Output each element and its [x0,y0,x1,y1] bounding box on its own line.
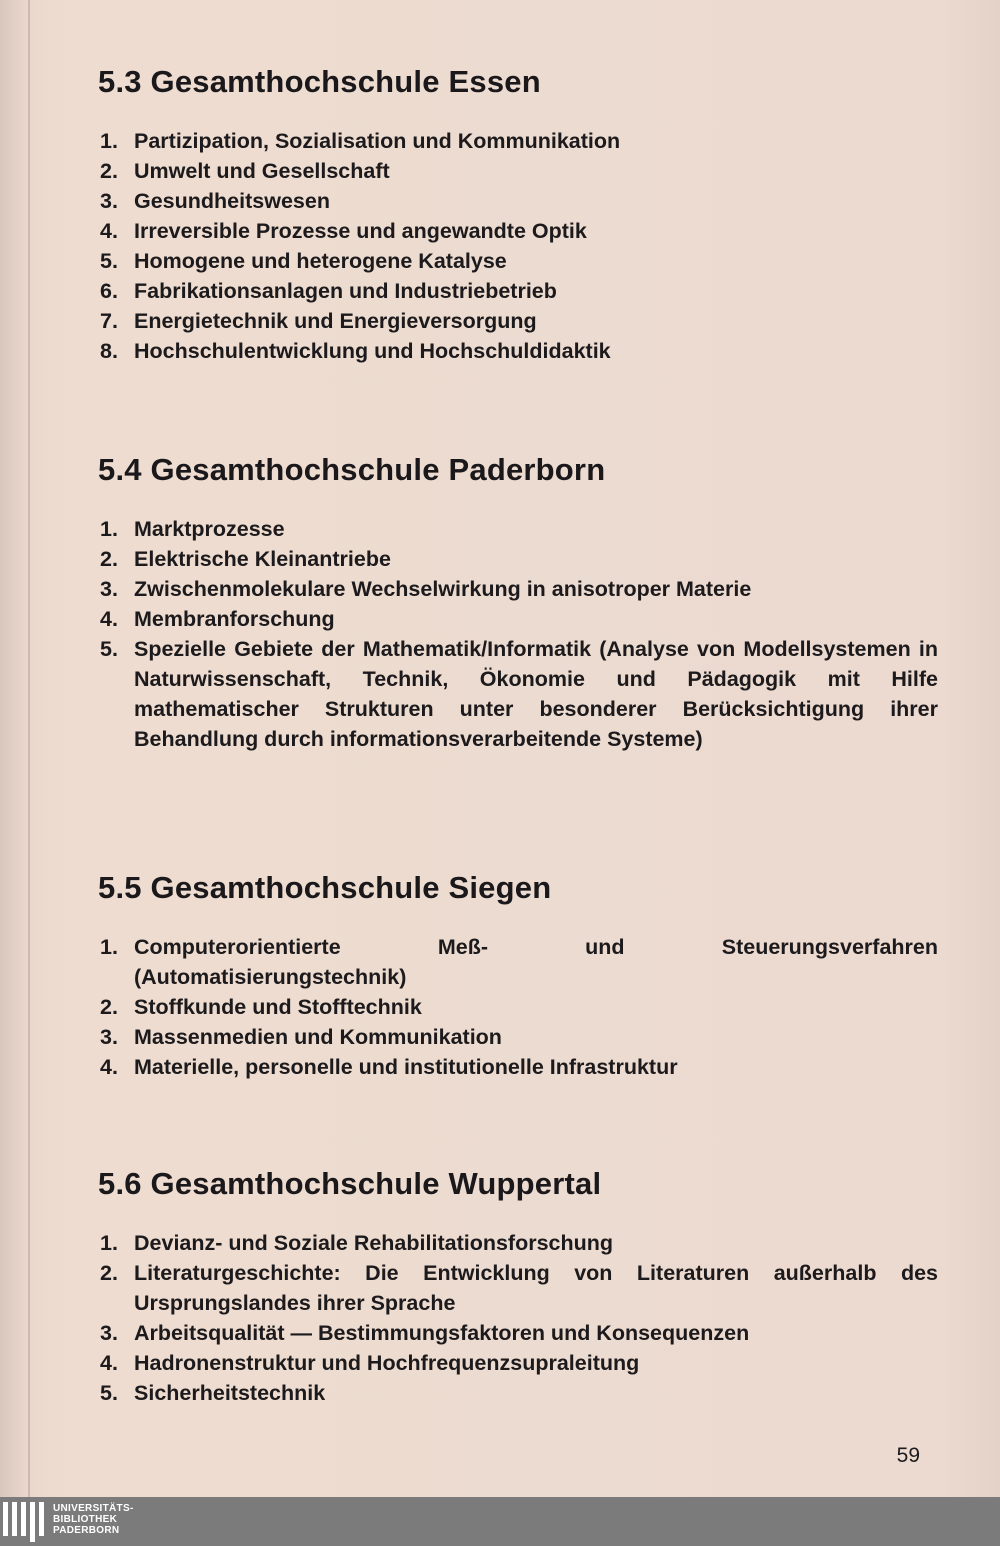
list-item [98,1258,938,1318]
list-item-text: Literaturgeschichte: Die Entwicklung von Literaturen außerhalb des Ursprungslandes ihrer Sprache [134,1261,938,1315]
page-gutter [28,0,30,1497]
list-item-number: 3. [100,577,118,601]
list-item-text: Computerorientierte Meß- und Steuerungsverfahren (Automatisierungstechnik) [134,935,938,989]
list-item-number: 5. [100,637,118,661]
section-heading: 5.4 Gesamthochschule Paderborn [98,452,606,487]
list-item-number: 4. [100,219,118,243]
list-item-number: 1. [100,517,118,541]
list-item-number: 1. [100,935,118,959]
list-item [98,1348,938,1378]
list-item [98,1378,938,1408]
list-item [98,216,938,246]
list-item-text: Irreversible Prozesse und angewandte Optik [134,219,587,243]
list-item [98,246,938,276]
list-item-number: 3. [100,1321,118,1345]
library-barcode-icon [3,1502,47,1542]
list-item [98,1052,938,1082]
list-item-text: Partizipation, Sozialisation und Kommunikation [134,129,621,153]
list-item-number: 6. [100,279,118,303]
section-heading: 5.5 Gesamthochschule Siegen [98,870,552,905]
list-item [98,574,938,604]
list-item-text: Stoffkunde und Stofftechnik [134,995,422,1019]
list-item-text: Zwischenmolekulare Wechselwirkung in anisotroper Materie [134,577,752,601]
list-item-text: Materielle, personelle und institutionelle Infrastruktur [134,1055,678,1079]
list-item [98,186,938,216]
list-item-text: Devianz- und Soziale Rehabilitationsforschung [134,1231,614,1255]
list-item-number: 4. [100,607,118,631]
list-item-number: 2. [100,547,118,571]
list-item-text: Hadronenstruktur und Hochfrequenzsupraleitung [134,1351,640,1375]
list-item-number: 8. [100,339,118,363]
list-item-text: Energietechnik und Energieversorgung [134,309,537,333]
research-focus-list [98,932,938,1082]
library-footer-bar [0,1497,1000,1546]
section-heading: 5.6 Gesamthochschule Wuppertal [98,1166,602,1201]
list-item-number: 1. [100,1231,118,1255]
list-item [98,634,938,754]
library-logo-text [53,1503,134,1536]
list-item-text: Gesundheitswesen [134,189,330,213]
list-item-text: Homogene und heterogene Katalyse [134,249,507,273]
research-focus-list [98,1228,938,1408]
list-item-text: Marktprozesse [134,517,285,541]
section-paderborn [98,452,938,754]
list-item [98,932,938,992]
research-focus-list [98,514,938,754]
list-item-number: 4. [100,1351,118,1375]
section-siegen [98,870,938,1082]
list-item-text: Membranforschung [134,607,335,631]
list-item [98,156,938,186]
section-heading: 5.3 Gesamthochschule Essen [98,64,541,99]
section-wuppertal [98,1166,938,1408]
list-item-text: Massenmedien und Kommunikation [134,1025,502,1049]
list-item-text: Elektrische Kleinantriebe [134,547,391,571]
list-item [98,276,938,306]
list-item-text: Arbeitsqualität — Bestimmungsfaktoren und Konsequenzen [134,1321,750,1345]
list-item [98,1022,938,1052]
list-item [98,1318,938,1348]
list-item [98,306,938,336]
page-number: 59 [896,1444,920,1467]
list-item [98,126,938,156]
list-item-number: 5. [100,249,118,273]
list-item-number: 2. [100,159,118,183]
list-item-number: 4. [100,1055,118,1079]
list-item-text: Fabrikationsanlagen und Industriebetrieb [134,279,557,303]
list-item-number: 3. [100,1025,118,1049]
logo-line: BIBLIOTHEK [53,1514,118,1525]
list-item-number: 2. [100,1261,118,1285]
logo-line: PADERBORN [53,1525,120,1536]
list-item [98,336,938,366]
list-item-text: Spezielle Gebiete der Mathematik/Informatik (Analyse von Modellsystemen in Naturwissenschaft, Technik, Ökonomie und Pädagogik mit Hilfe mathematischer Strukturen unter besonderer Berücksichtigung ihrer Behandlung durch informationsverarbeitende Systeme) [134,637,938,751]
list-item [98,992,938,1022]
list-item [98,544,938,574]
section-essen [98,64,938,366]
research-focus-list [98,126,938,366]
list-item-number: 5. [100,1381,118,1405]
list-item-text: Sicherheitstechnik [134,1381,326,1405]
list-item-number: 1. [100,129,118,153]
list-item [98,604,938,634]
logo-line: UNIVERSITÄTS- [53,1503,134,1514]
list-item [98,514,938,544]
list-item-text: Hochschulentwicklung und Hochschuldidaktik [134,339,611,363]
list-item-number: 2. [100,995,118,1019]
list-item-text: Umwelt und Gesellschaft [134,159,390,183]
list-item [98,1228,938,1258]
list-item-number: 3. [100,189,118,213]
list-item-number: 7. [100,309,118,333]
